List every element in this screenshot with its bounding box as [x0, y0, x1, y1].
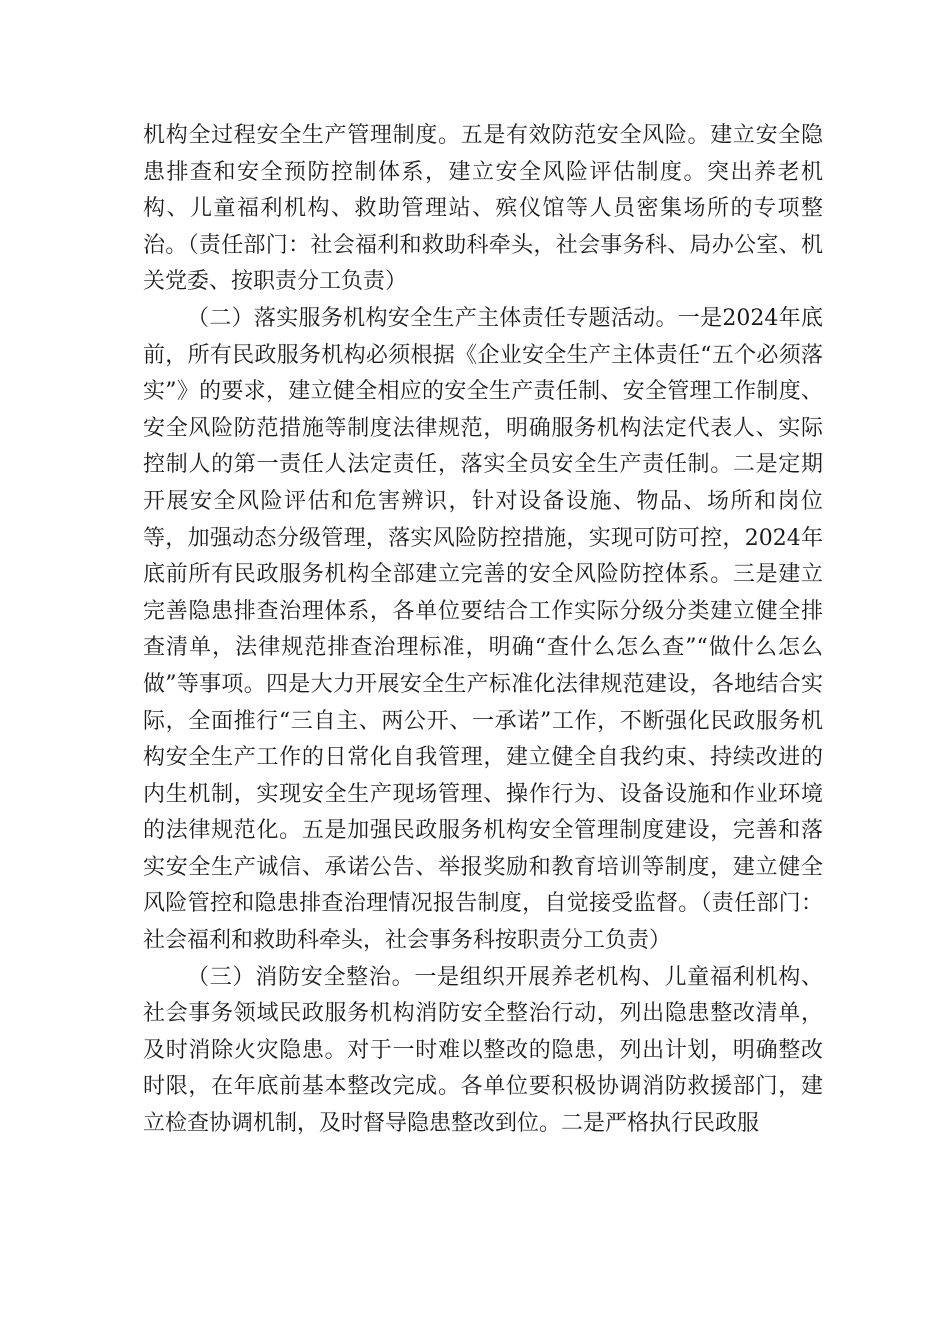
paragraph-continuation: 机构全过程安全生产管理制度。五是有效防范安全风险。建立安全隐患排查和安全预防控制体系，建立安全风险评估制度。突出养老机构、儿童福利机构、救助管理站、殡仪馆等人员密集场所的专项整治。（责任部门：社会福利和救助科牵头，社会事务科、局办公室、机关党委、按职责分工负责） [143, 123, 823, 295]
paragraph-section-2: （二）落实服务机构安全生产主体责任专题活动。一是2024年底前，所有民政服务机构必须根据《企业安全生产主体责任“五个必须落实”》的要求，建立健全相应的安全生产责任制、安全管理工作制度、安全风险防范措施等制度法律规范，明确服务机构法定代表人、实际控制人的第一责任人法定责任，落实全员安全生产责任制。二是定期开展安全风险评估和危害辨识，针对设备设施、物品、场所和岗位等，加强动态分级管理，落实风险防控措施，实现可防可控，2024年底前所有民政服务机构全部建立完善的安全风险防控体系。三是建立完善隐患排查治理体系，各单位要结合工作实际分级分类建立健全排查清单，法律规范排查治理标准，明确“查什么怎么查”“做什么怎么做”等事项。四是大力开展安全生产标准化法律规范建设，各地结合实际，全面推行“三自主、两公开、一承诺”工作，不断强化民政服务机构安全生产工作的日常化自我管理，建立健全自我约束、持续改进的内生机制，实现安全生产现场管理、操作行为、设备设施和作业环境的法律规范化。五是加强民政服务机构安全管理制度建设，完善和落实安全生产诚信、承诺公告、举报奖励和教育培训等制度，建立健全风险管控和隐患排查治理情况报告制度，自觉接受监督。（责任部门：社会福利和救助科牵头，社会事务科按职责分工负责） [143, 305, 823, 954]
document-body [143, 118, 823, 1143]
paragraph-section-3: （三）消防安全整治。一是组织开展养老机构、儿童福利机构、社会事务领域民政服务机构消防安全整治行动，列出隐患整改清单，及时消除火灾隐患。对于一时难以整改的隐患，列出计划，明确整改时限，在年底前基本整改完成。各单位要积极协调消防救援部门，建立检查协调机制，及时督导隐患整改到位。二是严格执行民政服 [143, 964, 823, 1137]
